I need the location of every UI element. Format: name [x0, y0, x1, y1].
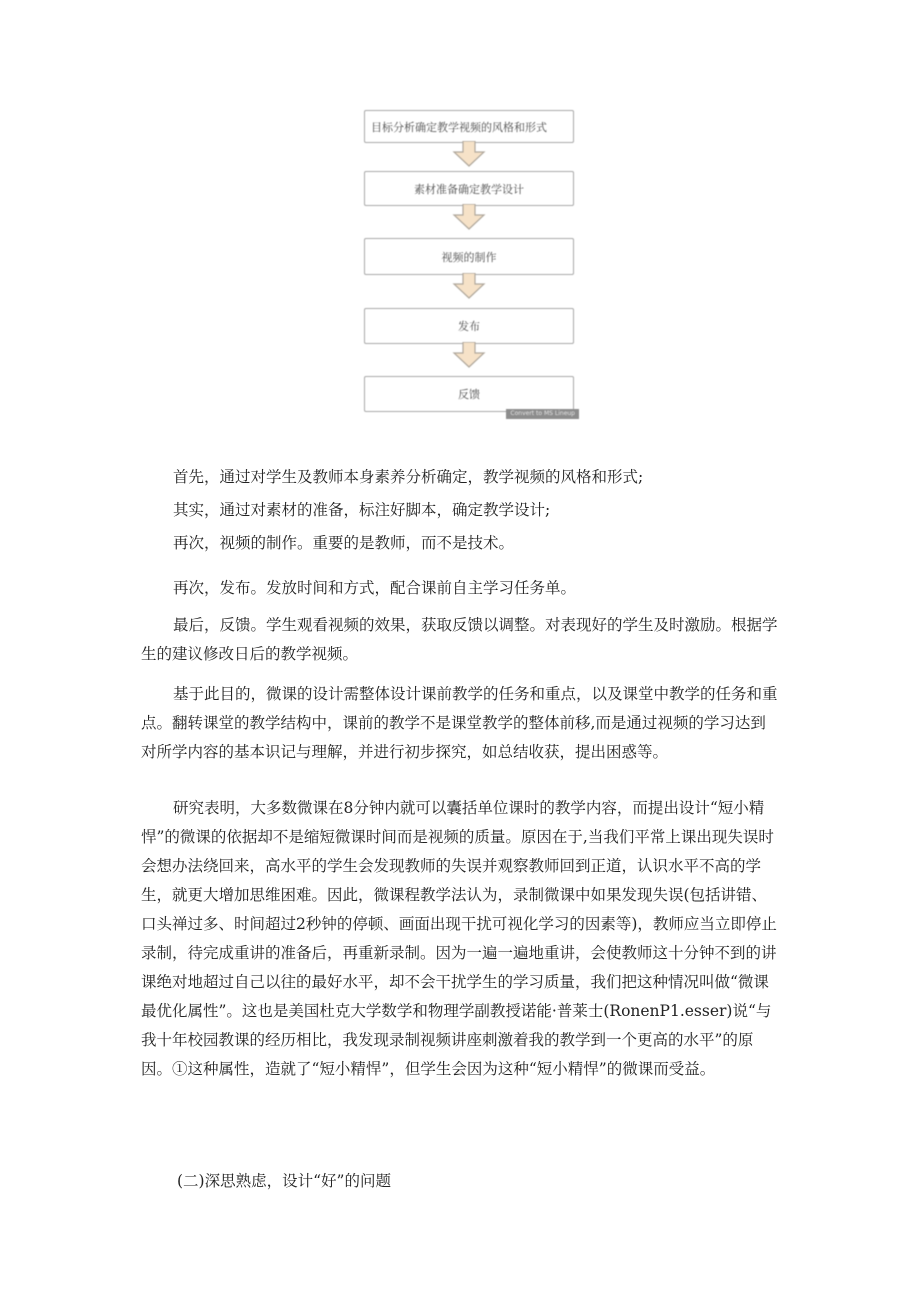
paragraph-feedback: 最后，反馈。学生观看视频的效果，获取反馈以调整。对表现好的学生及时激励。根据学生的建议修改日后的教学视频。 — [141, 616, 778, 663]
paragraph-purpose: 基于此目的，微课的设计需整体设计课前教学的任务和重点，以及课堂中教学的任务和重点。翻转课堂的教学结构中，课前的教学不是课堂教学的整体前移,而是通过视频的学习达到对所学内容的基本识记与理解，并进行初步探究，如总结收获，提出困惑等。 — [141, 685, 778, 761]
flowchart — [357, 100, 579, 420]
watermark-label: Convert to MS Lineup — [506, 409, 579, 419]
line-first: 首先，通过对学生及教师本身素养分析确定，教学视频的风格和形式; — [173, 468, 644, 486]
line-fourth: 再次，发布。发放时间和方式，配合课前自主学习任务单。 — [173, 579, 577, 597]
flow-step-4: 发布 — [364, 308, 574, 344]
flow-step-1: 目标分析确定教学视频的风格和形式 — [364, 110, 574, 143]
section-heading: (二)深思熟虑，设计“好”的问题 — [177, 1172, 391, 1190]
flow-step-5: 反馈 — [364, 376, 574, 412]
flow-step-2: 素材准备确定教学设计 — [364, 171, 574, 206]
line-second: 其实，通过对素材的准备，标注好脚本，确定教学设计; — [173, 501, 551, 519]
down-arrow-icon — [452, 141, 486, 167]
down-arrow-icon — [452, 273, 486, 299]
down-arrow-icon — [452, 342, 486, 368]
down-arrow-icon — [452, 204, 486, 230]
flow-step-3: 视频的制作 — [364, 238, 574, 275]
paragraph-research: 研究表明，大多数微课在8分钟内就可以囊括单位课时的教学内容，而提出设计“短小精悍”的微课的依据却不是缩短微课时间而是视频的质量。原因在于,当我们平常上课出现失误时会想办法绕回来，高水平的学生会发现教师的失误并观察教师回到正道，认识水平不高的学生，就更大增加思维困难。因此，微课程教学法认为，录制微课中如果发现失误(包括讲错、口头禅过多、时间超过2秒钟的停顿、画面出现干扰可视化学习的因素等)，教师应当立即停止录制，待完成重讲的准备后，再重新录制。因为一遍一遍地重讲，会使教师这十分钟不到的讲课绝对地超过自己以往的最好水平，却不会干扰学生的学习质量，我们把这种情况叫做“微课最优化属性”。这也是美国杜克大学数学和物理学副教授诺能·普莱士(RonenP1.esser)说“与我十年校园教课的经历相比，我发现录制视频讲座刺激着我的教学到一个更高的水平”的原因。①这种属性，造就了“短小精悍”，但学生会因为这种“短小精悍”的微课而受益。 — [141, 799, 777, 1078]
line-third: 再次，视频的制作。重要的是教师，而不是技术。 — [173, 534, 515, 552]
